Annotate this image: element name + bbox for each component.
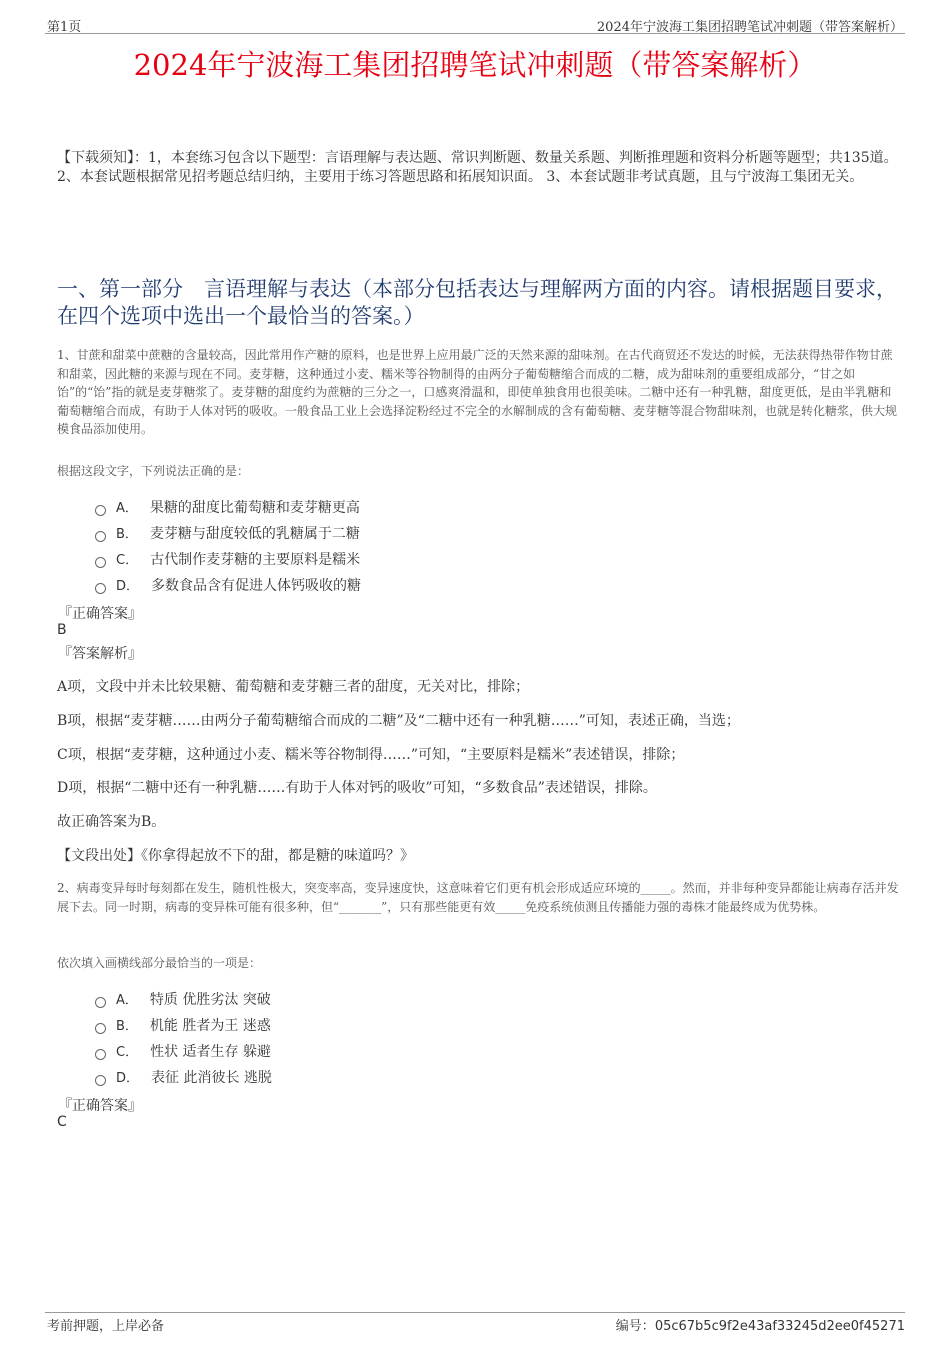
download-notice: 【下载须知】：1，本套练习包含以下题型：言语理解与表达题、常识判断题、数量关系题、判断推理题和资料分析题等题型；共135道。 2、本套试题根据常见招考题总结归纳，主要用于练习答题思路和拓展知识面。 3、本套试题非考试真题，且与宁波海工集团无关。 <box>57 150 898 185</box>
page-number: 第1页 <box>47 20 82 35</box>
running-header-title: 2024年宁波海工集团招聘笔试冲刺题（带答案解析） <box>596 20 903 35</box>
option-a[interactable] <box>95 497 360 517</box>
footer-divider <box>45 1312 905 1313</box>
option-letter: A． <box>116 501 138 516</box>
option-d[interactable] <box>95 1067 272 1087</box>
option-text: 多数食品含有促进人体钙吸收的糖 <box>151 578 362 594</box>
question-2-prompt: 依次填入画横线部分最恰当的一项是： <box>57 956 262 970</box>
option-letter: A． <box>116 993 138 1008</box>
code-label: 编号： <box>615 1319 655 1334</box>
option-b[interactable] <box>95 1015 271 1035</box>
question-1-passage: 1、甘蔗和甜菜中蔗糖的含量较高，因此常用作产糖的原料，也是世界上应用最广泛的天然来源的甜味剂。在古代商贸还不发达的时候，无法获得热带作物甘蔗和甜菜，因此糖的来源与现在不同。麦芽糖，这种通过小麦、糯米等谷物制得的由两分子葡萄糖缩合而成的二糖，成为甜味剂的重要组成部分，“甘之如饴”的“饴”指的就是麦芽糖浆了。麦芽糖的甜度约为蔗糖的三分之一，口感爽滑温和，即使单独食用也很美味。二糖中还有一种乳糖，甜度更低，是由半乳糖和葡萄糖缩合而成，有助于人体对钙的吸收。一般食品工业上会选择淀粉经过不完全的水解制成的含有葡萄糖、麦芽糖等混合物甜味剂，也就是转化糖浆，供大规模食品添加使用。 <box>57 348 898 436</box>
option-text: 机能 胜者为王 迷惑 <box>149 1018 271 1034</box>
analysis-label: 『答案解析』 <box>58 646 142 662</box>
option-letter: B． <box>116 527 138 542</box>
correct-answer-label: 『正确答案』 <box>58 1098 142 1114</box>
option-text: 果糖的甜度比葡萄糖和麦芽糖更高 <box>149 500 360 516</box>
header-divider <box>45 33 905 34</box>
option-b[interactable] <box>95 523 360 543</box>
option-d[interactable] <box>95 575 361 595</box>
option-letter: C． <box>116 553 139 568</box>
radio-icon[interactable] <box>95 583 106 594</box>
radio-icon[interactable] <box>95 531 106 542</box>
option-letter: D． <box>116 579 140 594</box>
analysis-line: C项，根据“麦芽糖，这种通过小麦、糯米等谷物制得……”可知，“主要原料是糯米”表述错误，排除； <box>57 747 685 763</box>
passage-source: 【文段出处】《你拿得起放不下的甜，都是糖的味道吗？》 <box>57 848 414 864</box>
option-text: 性状 适者生存 躲避 <box>150 1044 271 1060</box>
question-2-passage: 2、病毒变异每时每刻都在发生，随机性极大，突变率高，变异速度快，这意味着它们更有机会形成适应环境的_____。然而，并非每种变异都能让病毒存活并发展下去。同一时期，病毒的变异株可能有很多种，但“_______”，只有那些能更有效_____免疫系统侦测且传播能力强的毒株才能最终成为优势株。 <box>57 881 899 914</box>
option-text: 表征 此消彼长 逃脱 <box>151 1070 272 1086</box>
document-title: 2024年宁波海工集团招聘笔试冲刺题（带答案解析） <box>133 48 817 82</box>
option-c[interactable] <box>95 549 360 569</box>
radio-icon[interactable] <box>95 505 106 516</box>
question-1-prompt: 根据这段文字，下列说法正确的是： <box>57 464 250 478</box>
option-text: 麦芽糖与甜度较低的乳糖属于二糖 <box>149 526 360 542</box>
section-heading: 一、第一部分 言语理解与表达（本部分包括表达与理解两方面的内容。请根据题目要求，在四个选项中选出一个最恰当的答案。） <box>57 277 897 328</box>
footer-slogan: 考前押题，上岸必备 <box>47 1319 165 1334</box>
option-letter: D． <box>116 1071 140 1086</box>
option-a[interactable] <box>95 989 271 1009</box>
analysis-conclusion: 故正确答案为B。 <box>57 814 166 830</box>
radio-icon[interactable] <box>95 997 106 1008</box>
analysis-line: B项，根据“麦芽糖……由两分子葡萄糖缩合而成的二糖”及“二糖中还有一种乳糖……”可知，表述正确，当选； <box>57 713 740 729</box>
correct-answer-value: B <box>57 622 67 638</box>
analysis-line: A项，文段中并未比较果糖、葡萄糖和麦芽糖三者的甜度，无关对比，排除； <box>57 679 530 695</box>
option-text: 古代制作麦芽糖的主要原料是糯米 <box>150 552 361 568</box>
document-code <box>616 1315 905 1334</box>
correct-answer-label: 『正确答案』 <box>58 606 142 622</box>
option-text: 特质 优胜劣汰 突破 <box>149 992 271 1008</box>
radio-icon[interactable] <box>95 557 106 568</box>
radio-icon[interactable] <box>95 1023 106 1034</box>
option-c[interactable] <box>95 1041 271 1061</box>
radio-icon[interactable] <box>95 1049 106 1060</box>
option-letter: B． <box>116 1019 138 1034</box>
analysis-line: D项，根据“二糖中还有一种乳糖……有助于人体对钙的吸收”可知，“多数食品”表述错误，排除。 <box>57 780 657 796</box>
option-letter: C． <box>116 1045 139 1060</box>
correct-answer-value: C <box>57 1114 67 1130</box>
radio-icon[interactable] <box>95 1075 106 1086</box>
code-value: 05c67b5c9f2e43af33245d2ee0f45271 <box>654 1319 905 1334</box>
